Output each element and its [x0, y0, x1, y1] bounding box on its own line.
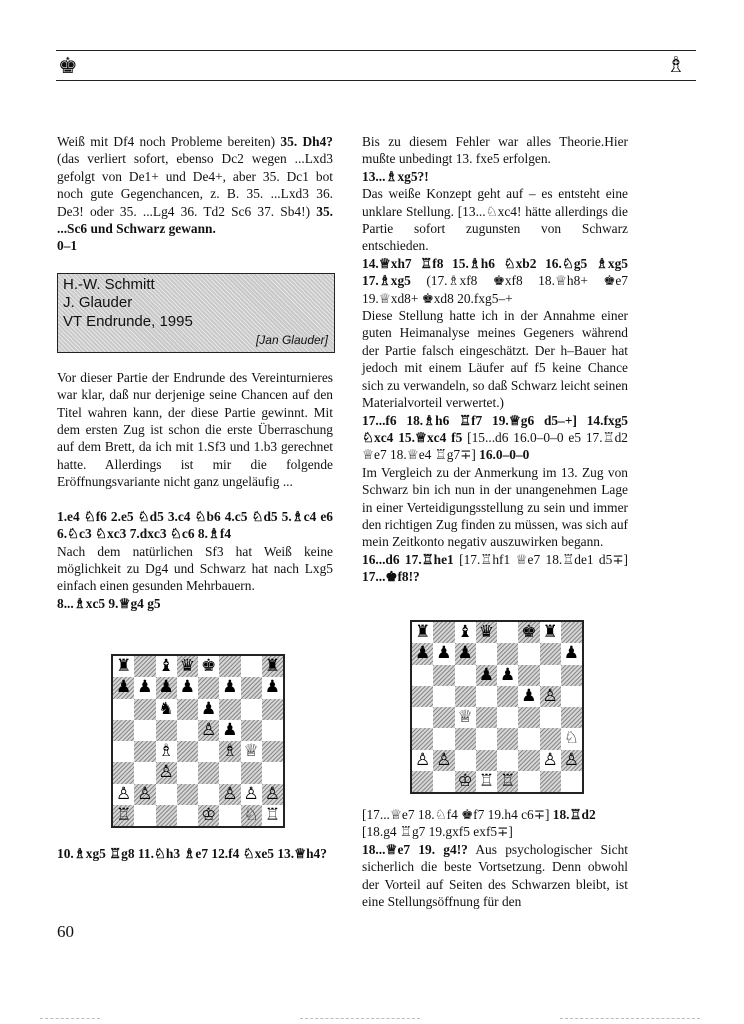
board-square — [156, 805, 177, 826]
board-square — [241, 720, 262, 741]
chess-piece-icon: ♙ — [116, 783, 132, 804]
board-square — [518, 750, 539, 771]
chess-piece-icon: ♟ — [500, 664, 516, 685]
board-square — [219, 656, 240, 677]
board-square — [476, 771, 497, 792]
defence-paragraph: Im Vergleich zu der Anmerkung im 13. Zug von Schwarz bin ich nun in der unangenehmen Lage in einer Verteidigungsstellung zu sein und immer den richtigen Zug finden zu müssen, was sich auf mein Zeitkonto negativ auszuwirken begann. — [362, 464, 628, 550]
board-square — [540, 750, 561, 771]
king-icon: ♚ — [58, 54, 78, 79]
board-square — [262, 720, 283, 741]
chess-piece-icon: ♟ — [563, 643, 579, 664]
moves-after-diagram: 10.♗xg5 ♖g8 11.♘h3 ♗e7 12.f4 ♘xe5 13.♕h4? — [57, 846, 327, 861]
board-square — [177, 784, 198, 805]
board-square — [198, 762, 219, 783]
move-18-paragraph: 18...♕e7 19. g4!? Aus psychologischer Sicht sicherlich die beste Vortsetzung. Denn obwohl der Vorteil auf Seiten des Schwarzen bleibt, ist eine Stellungsöffnung für den — [362, 841, 628, 910]
board-square — [412, 686, 433, 707]
board-square — [455, 728, 476, 749]
chess-piece-icon: ♟ — [457, 643, 473, 664]
board-square — [113, 677, 134, 698]
board-square — [433, 665, 454, 686]
right-column-bottom — [362, 806, 628, 910]
board-square — [241, 805, 262, 826]
board-square — [262, 656, 283, 677]
moves-line: 8...♗xc5 9.♕g4 g5 — [57, 595, 161, 611]
chess-diagram-1 — [111, 654, 285, 828]
board-square — [412, 750, 433, 771]
opening-moves: 1.e4 ♘f6 2.e5 ♘d5 3.c4 ♘b6 4.c5 ♘d5 5.♗c4 e6 6.♘c3 ♘xc3 7.dxc3 ♘c6 8.♗f4 — [57, 508, 333, 542]
board-square — [156, 720, 177, 741]
board-square — [113, 720, 134, 741]
board-square — [561, 622, 582, 643]
board-square — [497, 707, 518, 728]
chess-piece-icon: ♟ — [137, 677, 153, 698]
board-square — [518, 665, 539, 686]
board-square — [455, 643, 476, 664]
chess-piece-icon: ♗ — [222, 741, 238, 762]
chess-piece-icon: ♘ — [243, 804, 259, 825]
board-square — [113, 656, 134, 677]
board-square — [134, 720, 155, 741]
board-square — [113, 762, 134, 783]
chess-piece-icon: ♟ — [222, 677, 238, 698]
board-square — [241, 656, 262, 677]
board-square — [198, 677, 219, 698]
board-square — [198, 805, 219, 826]
chess-piece-icon: ♟ — [521, 685, 537, 706]
board-square — [156, 762, 177, 783]
paragraph-game-end: Weiß mit Df4 noch Probleme bereiten) 35. Dh4? (das verliert sofort, ebenso Dc2 wegen ...Lxd3 gefolgt von De1+ und De4+, aber 35. Dc1 bot noch gute Gegenchancen, z. B. 35. ...Lxd3 36. De3! oder 35. ...Lg4 36. Td2 Sc6 37. Sb4!) 35. ...Sc6 und Schwarz gewann. — [57, 134, 333, 237]
board-square — [455, 665, 476, 686]
board-square — [262, 784, 283, 805]
chess-piece-icon: ♛ — [478, 622, 494, 643]
chess-piece-icon: ♙ — [158, 762, 174, 783]
header-rule-bottom — [56, 80, 696, 81]
chess-piece-icon: ♘ — [563, 728, 579, 749]
board-square — [497, 643, 518, 664]
board-square — [540, 707, 561, 728]
move-16-line: 16...d6 17.♖he1 [17.♖hf1 ♕e7 18.♖de1 d5∓] 17...♚f8!? — [362, 551, 628, 585]
board-square — [156, 784, 177, 805]
theory-paragraph: Bis zu diesem Fehler war alles Theorie.Hier mußte unbedingt 13. fxe5 erfolgen. — [362, 134, 628, 167]
chess-piece-icon: ♙ — [137, 783, 153, 804]
board-square — [134, 699, 155, 720]
board-square — [219, 762, 240, 783]
board-square — [156, 677, 177, 698]
board-square — [219, 741, 240, 762]
chess-piece-icon: ♟ — [179, 677, 195, 698]
board-square — [561, 665, 582, 686]
board-square — [219, 805, 240, 826]
header-rule-top — [56, 50, 696, 51]
chess-piece-icon: ♜ — [264, 656, 280, 677]
board-square — [561, 750, 582, 771]
board-square — [518, 622, 539, 643]
board-square — [198, 656, 219, 677]
chess-piece-icon: ♔ — [201, 804, 217, 825]
board-square — [476, 750, 497, 771]
board-square — [433, 622, 454, 643]
board-square — [518, 686, 539, 707]
board-square — [412, 665, 433, 686]
board-square — [177, 677, 198, 698]
board-square — [177, 762, 198, 783]
board-square — [561, 728, 582, 749]
board-square — [198, 720, 219, 741]
intro-paragraph: Vor dieser Partie der Endrunde des Vereinturnieres war klar, daß nur derjenige seine Chancen auf den Titel wahren kann, der diese Partie gewinnt. Mit dem ersten Zug ist schon die erste Überraschung auf dem Brett, da ich mit 1.Sf3 und 1.b3 gerechnet hatte. Allerdings ist mir die folgende Eröffnungsvariante nicht ganz ungeläufig ... — [57, 369, 333, 490]
board-square — [219, 720, 240, 741]
board-square — [433, 686, 454, 707]
chess-piece-icon: ♔ — [457, 770, 473, 791]
chess-piece-icon: ♟ — [264, 677, 280, 698]
black-player: J. Glauder — [63, 293, 133, 311]
board-square — [177, 720, 198, 741]
board-square — [156, 699, 177, 720]
chess-piece-icon: ♙ — [563, 749, 579, 770]
board-square — [134, 656, 155, 677]
left-column — [57, 133, 333, 612]
board-square — [540, 622, 561, 643]
right-column — [362, 133, 628, 586]
game-result: 0–1 — [57, 238, 78, 254]
commentary: Nach dem natürlichen Sf3 hat Weiß keine möglichkeit zu Dg4 und Schwarz hat nach Lxg5 einfach einen gesunden Mehrbauern. — [57, 543, 333, 594]
board-square — [497, 622, 518, 643]
chess-piece-icon: ♕ — [243, 741, 259, 762]
board-square — [518, 707, 539, 728]
board-square — [518, 771, 539, 792]
chess-diagram-2 — [410, 620, 584, 794]
chess-piece-icon: ♙ — [264, 783, 280, 804]
board-square — [241, 784, 262, 805]
chess-piece-icon: ♖ — [264, 804, 280, 825]
board-square — [455, 750, 476, 771]
chess-piece-icon: ♝ — [158, 656, 174, 677]
chess-piece-icon: ♙ — [436, 749, 452, 770]
chess-piece-icon: ♙ — [542, 749, 558, 770]
board-square — [476, 665, 497, 686]
board-square — [134, 741, 155, 762]
board-square — [113, 741, 134, 762]
board-square — [433, 707, 454, 728]
board-square — [177, 741, 198, 762]
board-square — [497, 686, 518, 707]
variation-18: [18.g4 ♖g7 19.gxf5 exf5∓] — [362, 824, 513, 840]
board-square — [177, 699, 198, 720]
board-square — [113, 784, 134, 805]
move-13: 13...♗xg5?! — [362, 168, 429, 184]
board-square — [540, 728, 561, 749]
chess-piece-icon: ♟ — [116, 677, 132, 698]
board-square — [412, 707, 433, 728]
board-square — [177, 656, 198, 677]
chess-piece-icon: ♟ — [201, 698, 217, 719]
chess-piece-icon: ♕ — [457, 707, 473, 728]
board-square — [156, 741, 177, 762]
concept-paragraph: Das weiße Konzept geht auf – es entsteht eine unklare Stellung. [13...♘xc4! hätte allerdings die Partie sofort zugunsten von Schwarz entschieden. — [362, 186, 628, 254]
board-square — [518, 643, 539, 664]
board-square — [476, 643, 497, 664]
board-square — [262, 741, 283, 762]
board-square — [412, 728, 433, 749]
chess-piece-icon: ♗ — [158, 741, 174, 762]
board-square — [476, 686, 497, 707]
board-square — [518, 728, 539, 749]
chess-piece-icon: ♙ — [222, 783, 238, 804]
board-square — [455, 622, 476, 643]
chess-piece-icon: ♙ — [243, 783, 259, 804]
page-number: 60 — [57, 922, 74, 941]
board-square — [134, 762, 155, 783]
board-square — [476, 622, 497, 643]
chess-piece-icon: ♝ — [457, 622, 473, 643]
chess-piece-icon: ♖ — [478, 770, 494, 791]
chess-piece-icon: ♟ — [415, 643, 431, 664]
board-square — [497, 728, 518, 749]
board-square — [476, 728, 497, 749]
evaluation-paragraph: Diese Stellung hatte ich in der Annahme einer guten Heimanalyse meines Gegeners während der Partie falsch eingeschätzt. Der h–Bauer hat jedoch mit einem Läufer auf f5 keine Chance sich zu verwandeln, so daß Schwarz leicht seinen Materialvorteil verwertet.) — [362, 308, 628, 411]
board-square — [540, 665, 561, 686]
chess-piece-icon: ♖ — [500, 770, 516, 791]
board-square — [134, 784, 155, 805]
board-square — [433, 750, 454, 771]
chess-piece-icon: ♙ — [201, 719, 217, 740]
board-square — [219, 677, 240, 698]
chess-piece-icon: ♟ — [222, 719, 238, 740]
board-square — [219, 699, 240, 720]
chess-piece-icon: ♚ — [521, 622, 537, 643]
board-square — [561, 643, 582, 664]
board-square — [540, 643, 561, 664]
board-square — [219, 784, 240, 805]
chess-piece-icon: ♙ — [415, 749, 431, 770]
game-header-box — [57, 273, 335, 353]
board-square — [412, 643, 433, 664]
board-square — [241, 741, 262, 762]
white-player: H.-W. Schmitt — [63, 275, 155, 293]
board-square — [561, 686, 582, 707]
board-square — [540, 771, 561, 792]
board-square — [262, 805, 283, 826]
board-square — [198, 699, 219, 720]
board-square — [412, 771, 433, 792]
bishop-icon: ♗ — [666, 53, 686, 78]
board-square — [561, 771, 582, 792]
board-square — [433, 728, 454, 749]
board-square — [455, 707, 476, 728]
chess-piece-icon: ♜ — [415, 622, 431, 643]
board-square — [134, 677, 155, 698]
chess-piece-icon: ♟ — [478, 664, 494, 685]
board-square — [433, 771, 454, 792]
chess-piece-icon: ♟ — [436, 643, 452, 664]
board-square — [433, 643, 454, 664]
variation-17: [17...♕e7 18.♘f4 ♚f7 19.h4 c6∓] 18.♖d2 — [362, 807, 596, 822]
main-line: 17...f6 18.♗h6 ♖f7 19.♕g6 d5–+] 14.fxg5 ♘xc4 15.♕xc4 f5 [15...d6 16.0–0–0 e5 17.♖d2 ♕e7 18.♕e4 ♖g7∓] 16.0–0–0 — [362, 412, 628, 463]
footer-mark — [40, 1018, 100, 1019]
chess-piece-icon: ♜ — [542, 622, 558, 643]
board-square — [497, 750, 518, 771]
footer-mark — [560, 1018, 700, 1019]
board-square — [497, 665, 518, 686]
board-square — [134, 805, 155, 826]
board-square — [455, 686, 476, 707]
board-square — [412, 622, 433, 643]
chess-piece-icon: ♙ — [542, 685, 558, 706]
chess-piece-icon: ♚ — [201, 656, 217, 677]
board-square — [198, 784, 219, 805]
chess-piece-icon: ♛ — [179, 656, 195, 677]
event-name: VT Endrunde, 1995 — [63, 312, 193, 330]
board-square — [262, 762, 283, 783]
annotator: [Jan Glauder] — [255, 333, 328, 348]
board-square — [198, 741, 219, 762]
board-square — [177, 805, 198, 826]
footer-mark — [300, 1018, 420, 1019]
board-square — [113, 805, 134, 826]
chess-piece-icon: ♟ — [158, 677, 174, 698]
board-square — [540, 686, 561, 707]
left-column-bottom — [57, 845, 333, 862]
board-square — [262, 699, 283, 720]
board-square — [241, 699, 262, 720]
chess-piece-icon: ♖ — [116, 804, 132, 825]
board-square — [497, 771, 518, 792]
board-square — [561, 707, 582, 728]
variation-line: 14.♕xh7 ♖f8 15.♗h6 ♘xb2 16.♘g5 ♗xg5 17.♗xg5 (17.♗xf8 ♚xf8 18.♕h8+ ♚e7 19.♕xd8+ ♚xd8 20.fxg5–+ — [362, 255, 628, 306]
board-square — [156, 656, 177, 677]
chess-piece-icon: ♞ — [158, 698, 174, 719]
board-square — [241, 677, 262, 698]
chess-piece-icon: ♜ — [116, 656, 132, 677]
board-square — [241, 762, 262, 783]
board-square — [476, 707, 497, 728]
board-square — [455, 771, 476, 792]
board-square — [262, 677, 283, 698]
board-square — [113, 699, 134, 720]
